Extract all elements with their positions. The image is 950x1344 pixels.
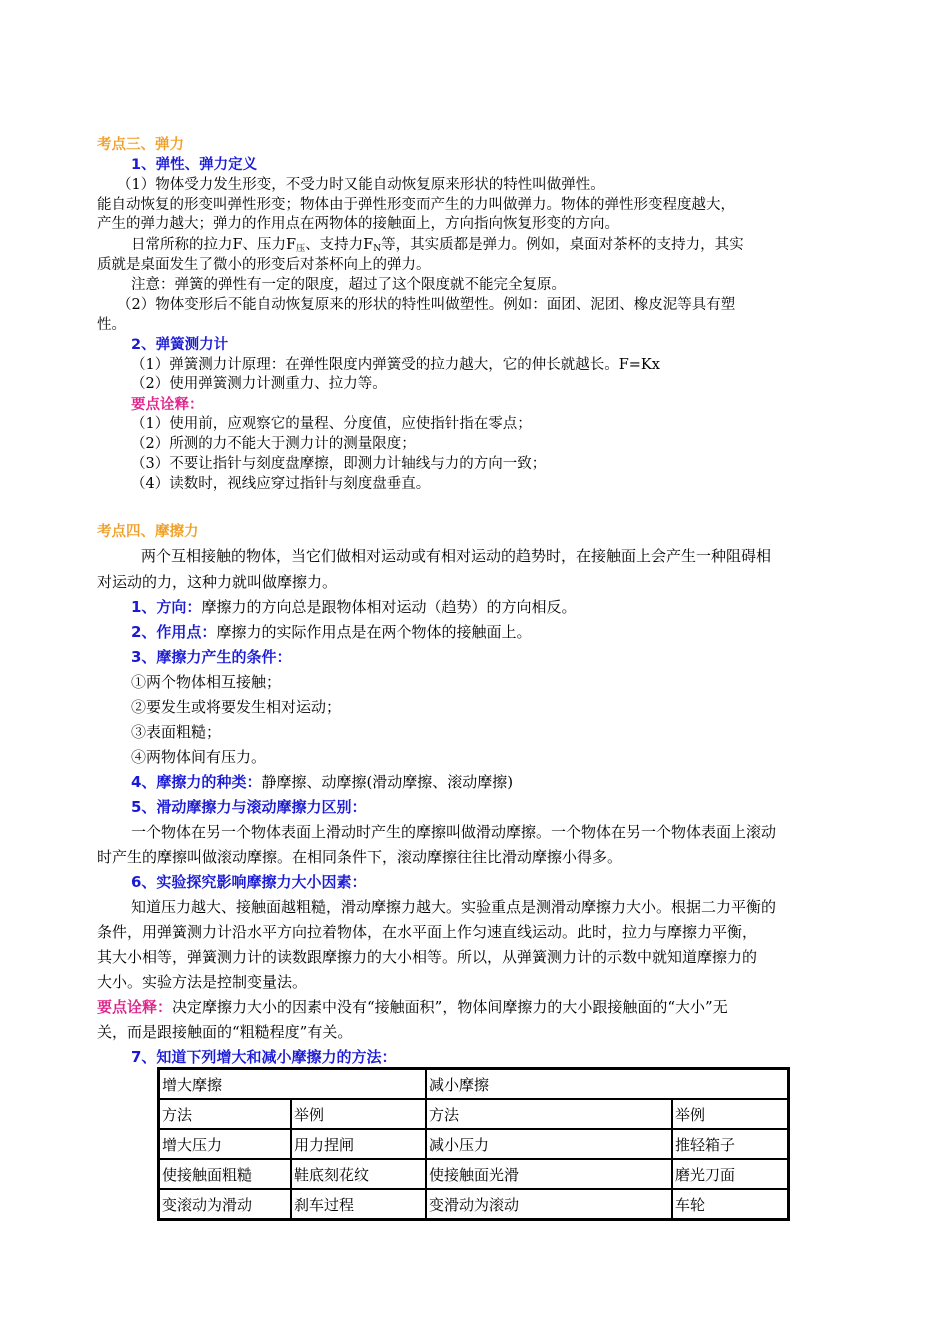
- heading-friction-conditions: 3、摩擦力产生的条件：: [131, 648, 292, 666]
- table-cell: 用力捏闸: [291, 1129, 426, 1159]
- paragraph: 两个互相接触的物体，当它们做相对运动或有相对运动的趋势时，在接触面上会产生一种阻碍相: [141, 547, 772, 565]
- table-cell: 举例: [672, 1099, 788, 1129]
- paragraph: 质就是桌面发生了微小的形变后对茶杯向上的弹力。: [97, 257, 431, 273]
- paragraph: 其大小相等，弹簧测力计的读数跟摩擦力的大小相等。所以，从弹簧测力计的示数中就知道摩擦力的: [97, 948, 758, 966]
- list-item: ④两物体间有压力。: [131, 748, 267, 766]
- table-cell: 方法: [426, 1099, 672, 1129]
- table-cell: 增大压力: [159, 1129, 291, 1159]
- list-item: ③表面粗糙；: [131, 723, 222, 741]
- table-row: [159, 1159, 788, 1189]
- friction-types: 4、摩擦力的种类：静摩擦、动摩擦(滑动摩擦、滚动摩擦): [131, 773, 514, 791]
- list-item: （1）使用前，应观察它的量程、分度值，应使指针指在零点；: [131, 416, 532, 432]
- paragraph: （2）使用弹簧测力计测重力、拉力等。: [131, 376, 387, 392]
- list-item: （4）读数时，视线应穿过指针与刻度盘垂直。: [131, 476, 431, 492]
- friction-methods-table: [157, 1067, 790, 1221]
- heading-sliding-vs-rolling: 5、滑动摩擦力与滚动摩擦力区别：: [131, 798, 367, 816]
- friction-application-point: 2、作用点：摩擦力的实际作用点是在两个物体的接触面上。: [131, 623, 532, 641]
- paragraph: 条件，用弹簧测力计沿水平方向拉着物体，在水平面上作匀速直线运动。此时，拉力与摩擦力平衡，: [97, 923, 758, 941]
- table-row: [159, 1129, 788, 1159]
- heading-spring-scale: 2、弹簧测力计: [131, 337, 229, 353]
- table-cell: 举例: [291, 1099, 426, 1129]
- table-cell: 磨光刀面: [672, 1159, 788, 1189]
- table-cell: 使接触面粗糙: [159, 1159, 291, 1189]
- paragraph: 时产生的摩擦叫做滚动摩擦。在相同条件下，滚动摩擦往往比滑动摩擦小得多。: [97, 848, 623, 866]
- paragraph: 大小。实验方法是控制变量法。: [97, 973, 308, 991]
- key-points-note: 要点诠释：决定摩擦力大小的因素中没有“接触面积”，物体间摩擦力的大小跟接触面的“大小”无: [97, 998, 728, 1016]
- table-cell: 增大摩擦: [159, 1069, 426, 1099]
- paragraph: 对运动的力，这种力就叫做摩擦力。: [97, 573, 338, 591]
- section-3-title: 考点三、弹力: [97, 137, 184, 153]
- list-item: （2）所测的力不能大于测力计的测量限度；: [131, 436, 416, 452]
- friction-direction: 1、方向：摩擦力的方向总是跟物体相对运动（趋势）的方向相反。: [131, 598, 577, 616]
- heading-experiment: 6、实验探究影响摩擦力大小因素：: [131, 873, 367, 891]
- heading-elasticity-definition: 1、弹性、弹力定义: [131, 157, 258, 173]
- table-cell: 车轮: [672, 1189, 788, 1219]
- paragraph: 一个物体在另一个物体表面上滑动时产生的摩擦叫做滑动摩擦。一个物体在另一个物体表面上滚动: [131, 823, 777, 841]
- paragraph: 能自动恢复的形变叫弹性形变；物体由于弹性形变而产生的力叫做弹力。物体的弹性形变程度越大，: [97, 197, 735, 213]
- table-row: [159, 1189, 788, 1219]
- key-points-label: 要点诠释：: [131, 397, 204, 413]
- paragraph: 关，而是跟接触面的“粗糙程度”有关。: [97, 1023, 353, 1041]
- table-cell: 方法: [159, 1099, 291, 1129]
- table-row: [159, 1099, 788, 1129]
- list-item: （3）不要让指针与刻度盘摩擦，即测力计轴线与力的方向一致；: [131, 456, 547, 472]
- table-cell: 鞋底刻花纹: [291, 1159, 426, 1189]
- paragraph: （1）物体受力发生形变，不受力时又能自动恢复原来形状的特性叫做弹性。: [117, 177, 605, 193]
- table-cell: 变滚动为滑动: [159, 1189, 291, 1219]
- list-item: ①两个物体相互接触；: [131, 673, 282, 691]
- table-cell: 使接触面光滑: [426, 1159, 672, 1189]
- table-cell: 刹车过程: [291, 1189, 426, 1219]
- table-cell: 推轻箱子: [672, 1129, 788, 1159]
- list-item: ②要发生或将要发生相对运动；: [131, 698, 342, 716]
- paragraph: 知道压力越大、接触面越粗糙，滑动摩擦力越大。实验重点是测滑动摩擦力大小。根据二力平衡的: [131, 898, 777, 916]
- paragraph: （1）弹簧测力计原理：在弹性限度内弹簧受的拉力越大，它的伸长就越长。F=Kx: [131, 357, 660, 373]
- paragraph: 注意：弹簧的弹性有一定的限度，超过了这个限度就不能完全复原。: [131, 277, 566, 293]
- table-cell: 变滑动为滚动: [426, 1189, 672, 1219]
- table-cell: 减小压力: [426, 1129, 672, 1159]
- paragraph: 性。: [97, 317, 126, 333]
- paragraph: （2）物体变形后不能自动恢复原来的形状的特性叫做塑性。例如：面团、泥团、橡皮泥等具有塑: [117, 297, 736, 313]
- paragraph: 日常所称的拉力F、压力$F_压$、支持力$F_N$等，其实质都是弹力。例如，桌面对茶杯的支持力，其实: [131, 237, 744, 254]
- heading-increase-decrease-methods: 7、知道下列增大和减小摩擦力的方法：: [131, 1048, 397, 1066]
- section-4-title: 考点四、摩擦力: [97, 524, 199, 540]
- paragraph: 产生的弹力越大；弹力的作用点在两物体的接触面上，方向指向恢复形变的方向。: [97, 216, 619, 232]
- table-cell: 减小摩擦: [426, 1069, 788, 1099]
- table-row: [159, 1069, 788, 1099]
